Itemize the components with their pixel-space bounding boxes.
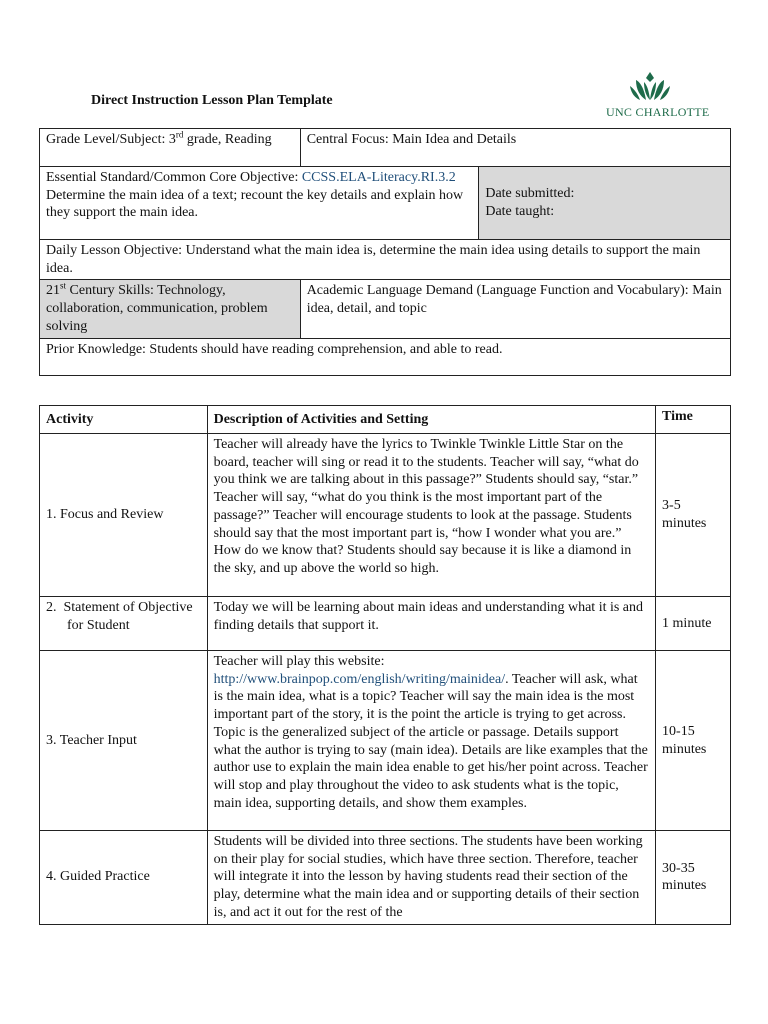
activity-cell: 3. Teacher Input [40, 651, 208, 831]
century-skills-cell: 21st Century Skills: Technology, collaboration, communication, problem solving [40, 280, 301, 338]
time-cell: 30-35 minutes [656, 831, 731, 925]
description-header: Description of Activities and Setting [207, 406, 655, 434]
table-row [40, 597, 731, 651]
standard-code: CCSS.ELA-Literacy.RI.3.2 [301, 170, 456, 185]
academic-language-cell: Academic Language Demand (Language Function and Vocabulary): Main idea, detail, and topic [300, 280, 730, 338]
activity-cell: 4. Guided Practice [40, 831, 208, 925]
lesson-info-table [39, 128, 731, 376]
description-cell: Teacher will play this website: http://www.brainpop.com/english/writing/mainidea/. Teacher will ask, what is the main idea, what is a topic? Teacher will say the main idea is the most important part of the story, it is the point the article is trying to get across. Topic is the generalized subject of the article or passage. Details support what the author is trying to say (main idea). Details are like examples that the author use to explain the main idea enable to get his/her point across. Teacher will stop and play throughout the video to ask students what is the topic, main idea, supporting details, and show them examples. [207, 651, 655, 831]
grade-level-cell: Grade Level/Subject: 3rd grade, Reading [40, 129, 301, 167]
standard-cell: Essential Standard/Common Core Objective: CCSS.ELA-Literacy.RI.3.2 Determine the main idea of a text; recount the key details and explain how they support the main idea. [40, 167, 479, 240]
daily-objective-cell: Daily Lesson Objective: Understand what the main idea is, determine the main idea using details to support the main idea. [40, 240, 731, 280]
central-focus-cell: Central Focus: Main Idea and Details [300, 129, 730, 167]
brainpop-link[interactable]: http://www.brainpop.com/english/writing/mainidea/ [213, 671, 506, 687]
description-cell: Today we will be learning about main ideas and understanding what it is and finding details that support it. [207, 597, 655, 651]
date-taught: Date taught: [485, 204, 555, 219]
logo-text: UNC CHARLOTTE [606, 105, 710, 119]
table-row [40, 434, 731, 597]
activity-cell: 2. Statement of Objective for Student [40, 597, 208, 651]
activity-cell: 1. Focus and Review [40, 434, 208, 597]
activity-header: Activity [40, 406, 208, 434]
table-row [40, 651, 731, 831]
time-cell: 10-15 minutes [656, 651, 731, 831]
activities-table [39, 405, 731, 925]
time-cell: 3-5 minutes [656, 434, 731, 597]
prior-knowledge-cell: Prior Knowledge: Students should have reading comprehension, and able to read. [40, 338, 731, 375]
document-title: Direct Instruction Lesson Plan Template [91, 93, 333, 108]
time-cell: 1 minute [656, 597, 731, 651]
description-cell: Teacher will already have the lyrics to Twinkle Twinkle Little Star on the board, teacher will sing or read it to the students. Teacher will say, “what do you think we are talking about in this passage?” Students should say, “star.” Teacher will say, “what do you think is the most important part of the passage?” Teacher will encourage students to look at the passage. Students should say that the most important part is, “how I wonder what you are.” How do we know that? Students should say because it is like a diamond in the sky, and up above the world so high. [207, 434, 655, 597]
description-cell: Students will be divided into three sections. The students have been working on their play for social studies, which have three section. Therefore, teacher will integrate it into the lesson by having students read their section of the play, determine what the main idea and or supporting details of their section is, and act it out for the rest of the [207, 831, 655, 925]
time-header: Time [656, 406, 731, 434]
date-submitted: Date submitted: [485, 186, 575, 202]
table-row [40, 831, 731, 925]
dates-cell [479, 167, 731, 240]
